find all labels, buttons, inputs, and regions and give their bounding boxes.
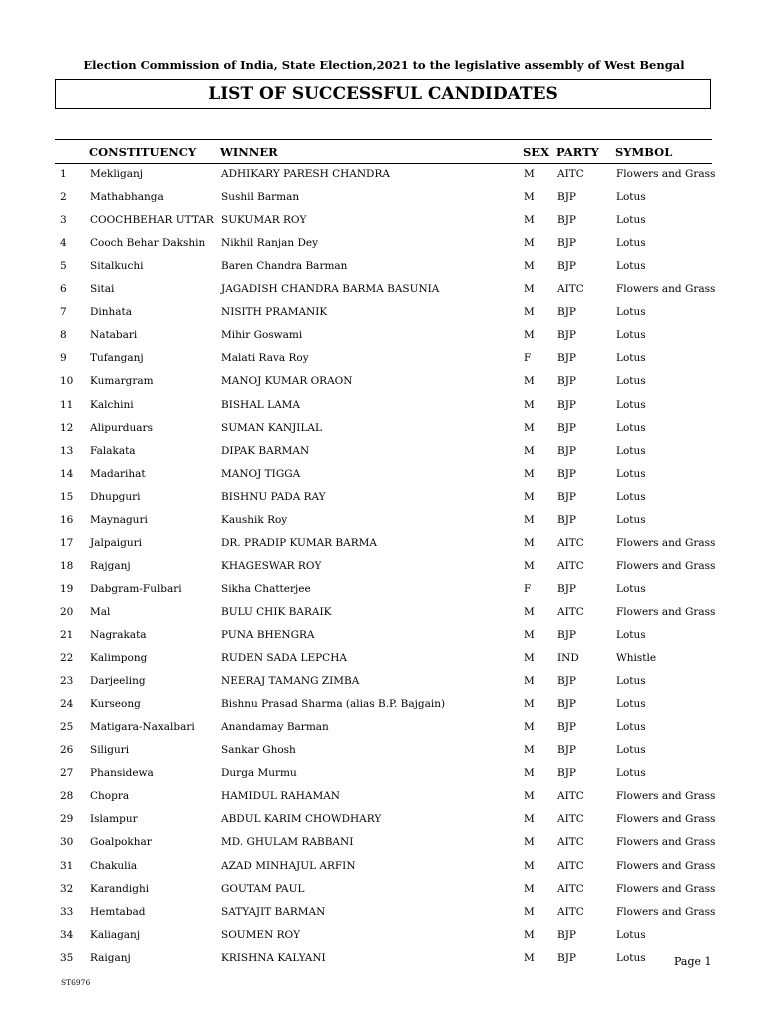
symbol-cell: Lotus [616, 352, 646, 365]
winner-cell: ABDUL KARIM CHOWDHARY [221, 813, 382, 826]
constituency-cell: Tufanganj [90, 352, 144, 365]
row-number: 34 [60, 928, 74, 941]
symbol-cell: Lotus [616, 306, 646, 319]
party-cell: AITC [557, 836, 584, 849]
party-cell: BJP [557, 490, 576, 503]
winner-cell: Sikha Chatterjee [221, 582, 311, 595]
row-number: 1 [60, 168, 67, 180]
sex-cell: M [524, 214, 535, 227]
symbol-cell: Flowers and Grass [616, 283, 716, 296]
constituency-cell: Siliguri [90, 744, 130, 757]
constituency-cell: Dhupguri [90, 490, 141, 503]
sex-cell: M [524, 306, 535, 319]
constituency-cell: Sitalkuchi [90, 260, 144, 273]
table-row [0, 647, 768, 670]
constituency-cell: Mekliganj [90, 168, 144, 180]
constituency-cell: Kalchini [90, 398, 134, 411]
winner-cell: DIPAK BARMAN [221, 444, 310, 457]
symbol-cell: Lotus [616, 398, 646, 411]
winner-cell: Baren Chandra Barman [221, 260, 348, 273]
row-number: 32 [60, 882, 74, 895]
row-number: 20 [60, 605, 74, 618]
party-cell: BJP [557, 421, 576, 434]
row-number: 24 [60, 698, 74, 711]
column-header-sex: SEX [523, 145, 549, 159]
document-header: Election Commission of India, State Election,2021 to the legislative assembly of West Bengal [83, 58, 685, 72]
column-header-symbol: SYMBOL [615, 145, 673, 159]
symbol-cell: Lotus [616, 191, 646, 204]
constituency-cell: Matigara-Naxalbari [90, 721, 195, 734]
winner-cell: MANOJ TIGGA [221, 467, 301, 480]
party-cell: AITC [557, 813, 584, 826]
party-cell: BJP [557, 675, 576, 688]
winner-cell: RUDEN SADA LEPCHA [221, 652, 347, 665]
party-cell: AITC [557, 168, 584, 180]
party-cell: BJP [557, 191, 576, 204]
party-cell: BJP [557, 237, 576, 250]
symbol-cell: Lotus [616, 629, 646, 641]
table-row [0, 762, 768, 785]
constituency-cell: Maynaguri [90, 513, 148, 526]
symbol-cell: Flowers and Grass [616, 859, 716, 872]
table-row [0, 324, 768, 347]
row-number: 16 [60, 513, 74, 526]
winner-cell: SUKUMAR ROY [221, 214, 307, 227]
winner-cell: AZAD MINHAJUL ARFIN [221, 859, 356, 872]
table-row [0, 440, 768, 463]
symbol-cell: Lotus [616, 767, 646, 780]
sex-cell: F [524, 352, 532, 365]
constituency-cell: Jalpaiguri [90, 536, 143, 549]
symbol-cell: Lotus [616, 490, 646, 503]
winner-cell: BISHAL LAMA [221, 398, 300, 411]
row-number: 28 [60, 790, 74, 803]
party-cell: AITC [557, 790, 584, 803]
table-row [0, 716, 768, 739]
sex-cell: M [524, 375, 535, 388]
constituency-cell: Madarihat [90, 467, 146, 480]
symbol-cell: Lotus [616, 375, 646, 388]
symbol-cell: Flowers and Grass [616, 882, 716, 895]
sex-cell: M [524, 675, 535, 688]
symbol-cell: Flowers and Grass [616, 605, 716, 618]
table-row [0, 831, 768, 854]
constituency-cell: Alipurduars [90, 421, 153, 434]
sex-cell: M [524, 168, 535, 180]
row-number: 23 [60, 675, 74, 688]
sex-cell: M [524, 191, 535, 204]
table-row [0, 624, 768, 647]
table-row [0, 278, 768, 301]
table-row [0, 578, 768, 601]
constituency-cell: Sitai [90, 283, 115, 296]
party-cell: BJP [557, 513, 576, 526]
sex-cell: M [524, 882, 535, 895]
row-number: 11 [60, 398, 74, 411]
winner-cell: Bishnu Prasad Sharma (alias B.P. Bajgain) [221, 698, 446, 711]
sex-cell: M [524, 721, 535, 734]
symbol-cell: Lotus [616, 675, 646, 688]
constituency-cell: Kalimpong [90, 652, 148, 665]
row-number: 8 [60, 329, 67, 342]
party-cell: AITC [557, 882, 584, 895]
winner-cell: NEERAJ TAMANG ZIMBA [221, 675, 360, 688]
table-row [0, 186, 768, 209]
table-row [0, 417, 768, 440]
row-number: 5 [60, 260, 67, 273]
winner-cell: BISHNU PADA RAY [221, 490, 326, 503]
row-number: 17 [60, 536, 74, 549]
party-cell: BJP [557, 767, 576, 780]
sex-cell: M [524, 859, 535, 872]
sex-cell: M [524, 421, 535, 434]
row-number: 19 [60, 582, 74, 595]
symbol-cell: Flowers and Grass [616, 536, 716, 549]
column-header-winner: WINNER [220, 145, 278, 159]
sex-cell: M [524, 767, 535, 780]
constituency-cell: Phansidewa [90, 767, 154, 780]
symbol-cell: Lotus [616, 444, 646, 457]
winner-cell: Anandamay Barman [221, 721, 329, 734]
table-row [0, 785, 768, 808]
party-cell: AITC [557, 559, 584, 572]
party-cell: AITC [557, 283, 584, 296]
symbol-cell: Flowers and Grass [616, 836, 716, 849]
sex-cell: M [524, 559, 535, 572]
party-cell: BJP [557, 260, 576, 273]
table-row [0, 601, 768, 624]
winner-cell: SATYAJIT BARMAN [221, 905, 326, 918]
constituency-cell: Dabgram-Fulbari [90, 582, 182, 595]
winner-cell: BULU CHIK BARAIK [221, 605, 332, 618]
sex-cell: M [524, 444, 535, 457]
symbol-cell: Lotus [616, 237, 646, 250]
constituency-cell: Karandighi [90, 882, 150, 895]
table-header-top-rule [55, 139, 712, 140]
table-row [0, 901, 768, 924]
sex-cell: M [524, 536, 535, 549]
row-number: 26 [60, 744, 74, 757]
symbol-cell: Lotus [616, 467, 646, 480]
party-cell: BJP [557, 329, 576, 342]
sex-cell: M [524, 836, 535, 849]
row-number: 22 [60, 652, 74, 665]
party-cell: BJP [557, 951, 576, 964]
table-row [0, 532, 768, 555]
winner-cell: SOUMEN ROY [221, 928, 301, 941]
symbol-cell: Lotus [616, 698, 646, 711]
party-cell: BJP [557, 467, 576, 480]
constituency-cell: Dinhata [90, 306, 133, 319]
party-cell: BJP [557, 398, 576, 411]
row-number: 21 [60, 629, 74, 641]
row-number: 6 [60, 283, 67, 296]
table-row [0, 509, 768, 532]
sex-cell: M [524, 605, 535, 618]
winner-cell: KRISHNA KALYANI [221, 951, 326, 964]
constituency-cell: Islampur [90, 813, 138, 826]
document-code: ST6976 [61, 978, 91, 987]
row-number: 31 [60, 859, 74, 872]
constituency-cell: Chopra [90, 790, 130, 803]
symbol-cell: Lotus [616, 513, 646, 526]
constituency-cell: Cooch Behar Dakshin [90, 237, 206, 250]
table-row [0, 878, 768, 901]
symbol-cell: Flowers and Grass [616, 790, 716, 803]
constituency-cell: Chakulia [90, 859, 138, 872]
table-row [0, 739, 768, 762]
sex-cell: M [524, 629, 535, 641]
symbol-cell: Lotus [616, 928, 646, 941]
symbol-cell: Whistle [616, 652, 657, 665]
table-row [0, 670, 768, 693]
sex-cell: F [524, 582, 532, 595]
sex-cell: M [524, 951, 535, 964]
sex-cell: M [524, 398, 535, 411]
party-cell: AITC [557, 536, 584, 549]
sex-cell: M [524, 467, 535, 480]
winner-cell: Sushil Barman [221, 191, 300, 204]
party-cell: BJP [557, 928, 576, 941]
row-number: 3 [60, 214, 67, 227]
sex-cell: M [524, 744, 535, 757]
constituency-cell: Kaliaganj [90, 928, 141, 941]
page-title: LIST OF SUCCESSFUL CANDIDATES [55, 79, 711, 109]
symbol-cell: Lotus [616, 951, 646, 964]
row-number: 4 [60, 237, 67, 250]
row-number: 35 [60, 951, 74, 964]
winner-cell: Kaushik Roy [221, 513, 288, 526]
table-row [0, 232, 768, 255]
symbol-cell: Flowers and Grass [616, 813, 716, 826]
sex-cell: M [524, 513, 535, 526]
row-number: 10 [60, 375, 74, 388]
column-header-party: PARTY [556, 145, 599, 159]
winner-cell: Durga Murmu [221, 767, 297, 780]
row-number: 30 [60, 836, 74, 849]
winner-cell: MD. GHULAM RABBANI [221, 836, 354, 849]
symbol-cell: Flowers and Grass [616, 559, 716, 572]
row-number: 7 [60, 306, 67, 319]
symbol-cell: Lotus [616, 214, 646, 227]
party-cell: BJP [557, 698, 576, 711]
row-number: 25 [60, 721, 74, 734]
row-number: 29 [60, 813, 74, 826]
table-row [0, 209, 768, 232]
table-row [0, 394, 768, 417]
symbol-cell: Lotus [616, 721, 646, 734]
table-row [0, 347, 768, 370]
sex-cell: M [524, 490, 535, 503]
constituency-cell: Falakata [90, 444, 136, 457]
symbol-cell: Lotus [616, 582, 646, 595]
winner-cell: SUMAN KANJILAL [221, 421, 322, 434]
sex-cell: M [524, 698, 535, 711]
sex-cell: M [524, 283, 535, 296]
page-number: Page 1 [674, 955, 712, 968]
party-cell: BJP [557, 306, 576, 319]
winner-cell: MANOJ KUMAR ORAON [221, 375, 353, 388]
sex-cell: M [524, 905, 535, 918]
symbol-cell: Lotus [616, 744, 646, 757]
winner-cell: HAMIDUL RAHAMAN [221, 790, 340, 803]
party-cell: BJP [557, 582, 576, 595]
winner-cell: Nikhil Ranjan Dey [221, 237, 319, 250]
winner-cell: DR. PRADIP KUMAR BARMA [221, 536, 377, 549]
winner-cell: GOUTAM PAUL [221, 882, 305, 895]
row-number: 18 [60, 559, 74, 572]
sex-cell: M [524, 260, 535, 273]
table-row [0, 808, 768, 831]
party-cell: IND [557, 652, 579, 665]
party-cell: AITC [557, 859, 584, 872]
party-cell: AITC [557, 605, 584, 618]
table-row [0, 301, 768, 324]
symbol-cell: Lotus [616, 260, 646, 273]
constituency-cell: Kumargram [90, 375, 154, 388]
sex-cell: M [524, 790, 535, 803]
constituency-cell: Goalpokhar [90, 836, 152, 849]
constituency-cell: Hemtabad [90, 905, 146, 918]
sex-cell: M [524, 237, 535, 250]
constituency-cell: Mal [90, 605, 111, 618]
party-cell: BJP [557, 352, 576, 365]
winner-cell: PUNA BHENGRA [221, 629, 315, 641]
party-cell: BJP [557, 721, 576, 734]
sex-cell: M [524, 813, 535, 826]
winner-cell: KHAGESWAR ROY [221, 559, 322, 572]
constituency-cell: Natabari [90, 329, 138, 342]
table-row [0, 947, 768, 970]
constituency-cell: Rajganj [90, 559, 131, 572]
row-number: 15 [60, 490, 74, 503]
winner-cell: ADHIKARY PARESH CHANDRA [221, 168, 390, 180]
row-number: 13 [60, 444, 74, 457]
symbol-cell: Lotus [616, 329, 646, 342]
table-row [0, 555, 768, 578]
winner-cell: Sankar Ghosh [221, 744, 296, 757]
party-cell: BJP [557, 444, 576, 457]
table-row [0, 370, 768, 393]
sex-cell: M [524, 652, 535, 665]
table-row [0, 486, 768, 509]
winner-cell: Malati Rava Roy [221, 352, 309, 365]
symbol-cell: Lotus [616, 421, 646, 434]
constituency-cell: Kurseong [90, 698, 141, 711]
party-cell: BJP [557, 744, 576, 757]
constituency-cell: Nagrakata [90, 629, 147, 641]
row-number: 33 [60, 905, 74, 918]
symbol-cell: Flowers and Grass [616, 905, 716, 918]
sex-cell: M [524, 329, 535, 342]
table-row [0, 693, 768, 716]
constituency-cell: COOCHBEHAR UTTAR [90, 214, 214, 227]
party-cell: BJP [557, 629, 576, 641]
table-row [0, 855, 768, 878]
symbol-cell: Flowers and Grass [616, 168, 716, 180]
party-cell: BJP [557, 375, 576, 388]
row-number: 14 [60, 467, 74, 480]
winner-cell: NISITH PRAMANIK [221, 306, 328, 319]
winner-cell: JAGADISH CHANDRA BARMA BASUNIA [221, 283, 440, 296]
constituency-cell: Raiganj [90, 951, 131, 964]
table-row [0, 255, 768, 278]
constituency-cell: Darjeeling [90, 675, 146, 688]
table-row [0, 924, 768, 947]
row-number: 12 [60, 421, 74, 434]
row-number: 27 [60, 767, 74, 780]
row-number: 2 [60, 191, 67, 204]
winner-cell: Mihir Goswami [221, 329, 303, 342]
party-cell: BJP [557, 214, 576, 227]
table-row [0, 163, 768, 186]
sex-cell: M [524, 928, 535, 941]
party-cell: AITC [557, 905, 584, 918]
constituency-cell: Mathabhanga [90, 191, 164, 204]
table-row [0, 463, 768, 486]
column-header-constituency: CONSTITUENCY [89, 145, 197, 159]
row-number: 9 [60, 352, 67, 365]
